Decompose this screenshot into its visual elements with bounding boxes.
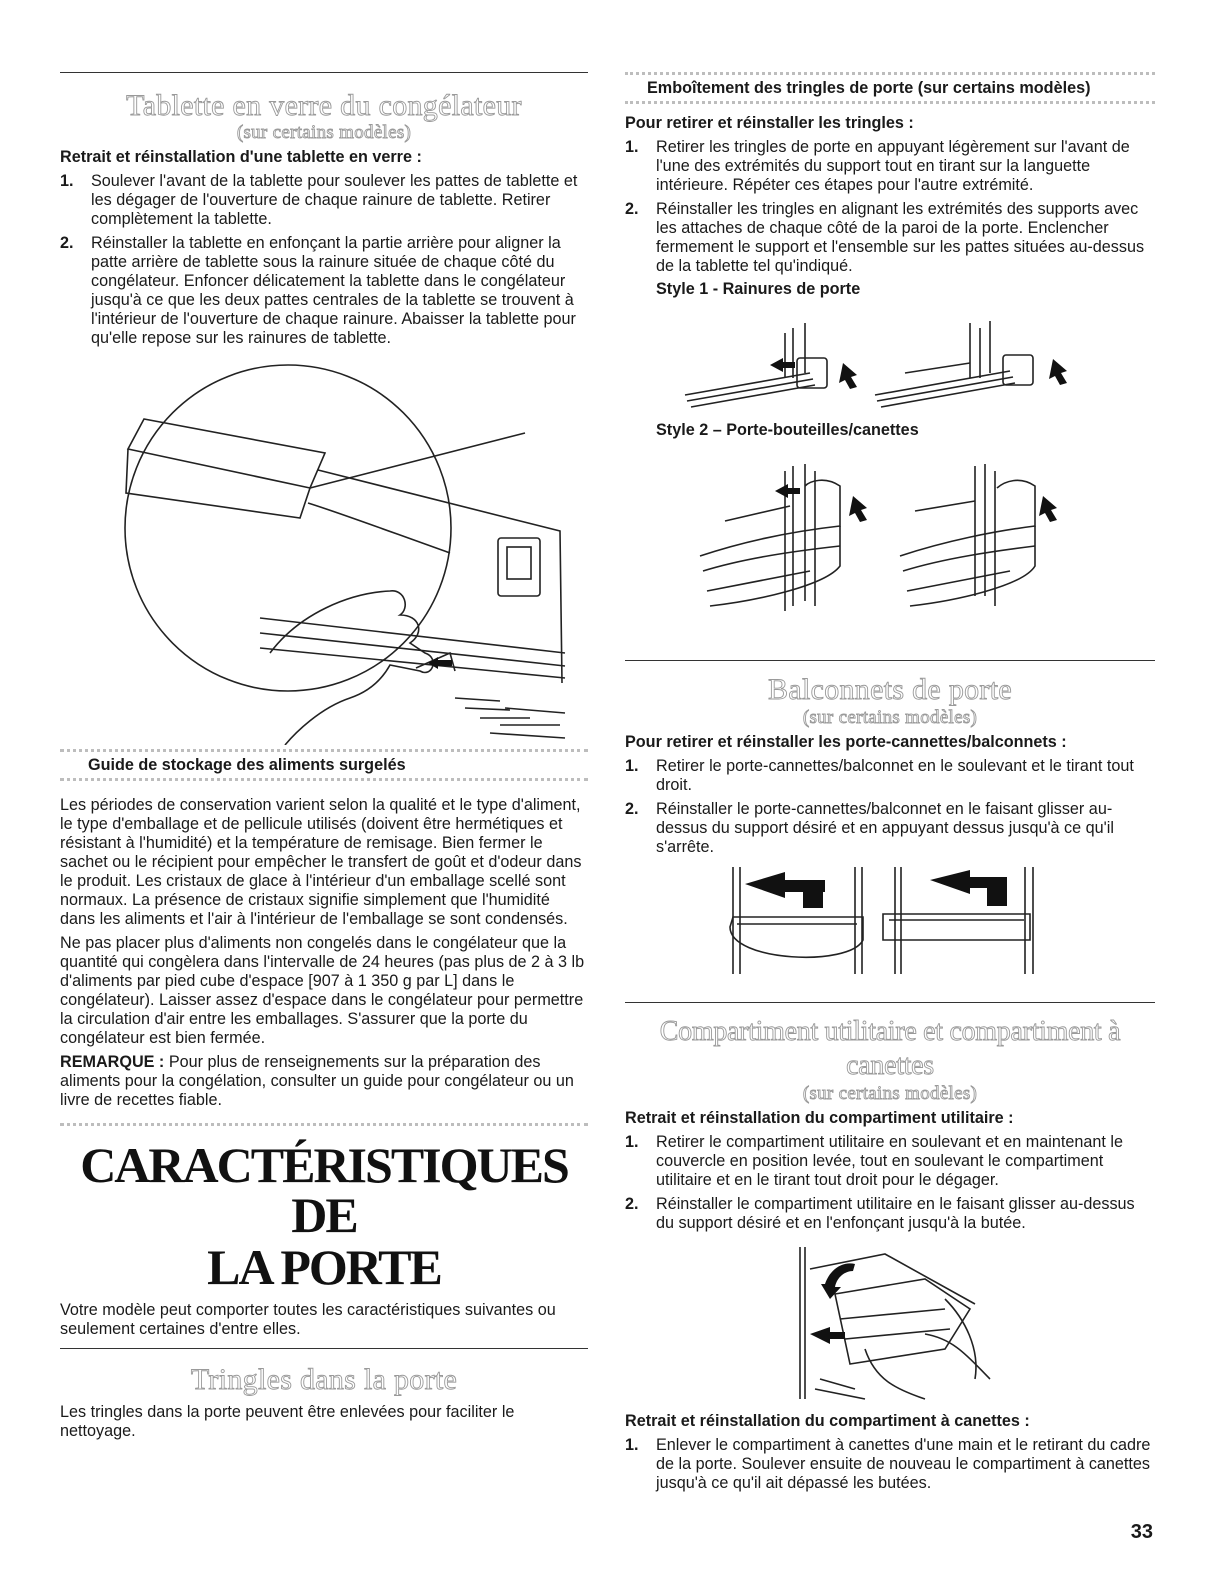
balcony-illustration bbox=[625, 862, 1155, 982]
balconies-title: Balconnets de porte bbox=[768, 673, 1012, 706]
storage-guide-paragraph-2: Ne pas placer plus d'aliments non congelés dans le congélateur que la quantité qui congèlera dans l'intervalle de 24 heures (pas plus de 2 à 3 lb d'aliments par pied cube d'espace [907 à 1 350 g par L] dans le congélateur). Laisser assez d'espace dans le congélateur pour permettre la circulation d'air entre les emballages. S'assurer que la porte du congélateur est bien fermée. bbox=[60, 934, 585, 1047]
utility-steps bbox=[625, 1133, 1155, 1233]
door-features-title-line1: CARACTÉRISTIQUES DE bbox=[80, 1137, 568, 1243]
can-compartment-title: Retrait et réinstallation du compartiment à canettes : bbox=[625, 1412, 1030, 1430]
list-item: 1. Enlever le compartiment à canettes d'une main et le retirant du cadre de la porte. Soulever ensuite de nouveau le compartiment à canettes jusqu'à ce qu'il ait dépassé les butées. bbox=[625, 1436, 1151, 1492]
rail-fitting-band bbox=[625, 72, 1155, 104]
page-number: 33 bbox=[1130, 1521, 1153, 1543]
list-item: 1. Retirer le compartiment utilitaire en soulevant et en maintenant le couvercle en position levée, tout en soulevant le compartiment utilitaire et en le tirant tout droit pour le dégager. bbox=[625, 1133, 1123, 1189]
utility-subtitle: (sur certains modèles) bbox=[802, 1083, 978, 1104]
utility-title: Compartiment utilitaire et compartiment à canettes bbox=[659, 1016, 1121, 1081]
list-item: 1. Retirer les tringles de porte en appuyant légèrement sur l'avant de l'une des extrémités du support tout en tirant sur la languette intérieure. Répéter ces étapes pour l'autre extrémité. bbox=[625, 138, 1130, 194]
section-rule bbox=[625, 660, 1155, 661]
shelf-procedure-title: Retrait et réinstallation d'une tablette en verre : bbox=[60, 148, 422, 166]
rail-fitting-title: Emboîtement des tringles de porte (sur certains modèles) bbox=[647, 79, 1091, 97]
section-rule bbox=[60, 1348, 588, 1349]
note-label: REMARQUE : bbox=[60, 1053, 165, 1071]
list-item: 1. Soulever l'avant de la tablette pour soulever les pattes de tablette et les dégager de l'ouverture de chaque rainure de tablette. Retirer complètement la tablette. bbox=[60, 172, 578, 228]
section-rule bbox=[625, 1002, 1155, 1003]
rail-procedure-title: Pour retirer et réinstaller les tringles : bbox=[625, 114, 914, 132]
style2-label: Style 2 – Porte-bouteilles/canettes bbox=[656, 421, 919, 439]
door-rails-text: Les tringles dans la porte peuvent être enlevées pour faciliter le nettoyage. bbox=[60, 1403, 515, 1440]
balconies-procedure-title: Pour retirer et réinstaller les porte-cannettes/balconnets : bbox=[625, 733, 1067, 751]
storage-guide-title: Guide de stockage des aliments surgelés bbox=[88, 756, 406, 774]
left-column bbox=[60, 62, 588, 1441]
style1-rail-illustration bbox=[625, 303, 1155, 413]
storage-guide-band bbox=[60, 749, 588, 781]
section-rule bbox=[60, 72, 588, 73]
utility-compartment-illustration bbox=[625, 1239, 1155, 1401]
list-item: 1. Retirer le porte-cannettes/balconnet en le soulevant et le tirant tout droit. bbox=[625, 757, 1134, 794]
dotted-divider bbox=[60, 1123, 588, 1126]
style2-rail-illustration bbox=[625, 446, 1155, 636]
door-features-title-line2: LA PORTE bbox=[207, 1239, 441, 1295]
right-column bbox=[625, 62, 1155, 1498]
list-item: 2. Réinstaller le compartiment utilitaire en le faisant glisser au-dessus du support désiré et en l'enfonçant jusqu'à la butée. bbox=[625, 1195, 1135, 1232]
door-features-intro: Votre modèle peut comporter toutes les caractéristiques suivantes ou seulement certaines d'entre elles. bbox=[60, 1301, 556, 1338]
balconies-subtitle: (sur certains modèles) bbox=[802, 707, 978, 728]
shelf-steps bbox=[60, 172, 588, 348]
shelf-removal-illustration bbox=[60, 353, 588, 745]
balconies-steps bbox=[625, 757, 1155, 857]
door-rails-title: Tringles dans la porte bbox=[190, 1363, 458, 1396]
style1-label: Style 1 - Rainures de porte bbox=[656, 280, 861, 298]
list-item: 2. Réinstaller la tablette en enfonçant la partie arrière pour aligner la patte arrière de tablette sous la rainure située de chaque côté du congélateur. Enfoncer délicatement la tablette dans le congélateur jusqu'à ce que les deux pattes centrales de la tablette se trouvent à l'intérieur de l'ouverture de chaque rainure. Abaisser la tablette pour qu'elle repose sur les rainures de tablette. bbox=[60, 234, 576, 347]
list-item: 2. Réinstaller le porte-cannettes/balconnet en le faisant glisser au-dessus du support désiré et en appuyant dessus jusqu'à ce qu'il s'arrête. bbox=[625, 800, 1114, 856]
rail-steps bbox=[625, 138, 1155, 276]
list-item: 2. Réinstaller les tringles en alignant les extrémités des supports avec les attaches de chaque côté de la paroi de la porte. Enclencher fermement le support et l'ensemble sur les pattes situées au-dessus de la tablette tel qu'indiqué. bbox=[625, 200, 1145, 275]
storage-guide-note bbox=[60, 1053, 588, 1110]
utility-procedure-title: Retrait et réinstallation du compartiment utilitaire : bbox=[625, 1109, 1014, 1127]
can-compartment-steps bbox=[625, 1436, 1155, 1493]
storage-guide-paragraph-1: Les périodes de conservation varient selon la qualité et le type d'aliment, le type d'emballage et de pellicule utilisés (doivent être hermétiques et résistant à l'humidité) et la température de remisage. Bien fermer le sachet ou le récipient pour empêcher le transfert de goût et d'odeur dans le produit. Les cristaux de glace à l'intérieur d'un emballage scellé sont normaux. La présence de cristaux signifie simplement que l'humidité dans les aliments et l'air à l'intérieur de l'emballage se sont condensés. bbox=[60, 796, 582, 928]
shelf-section-subtitle: (sur certains modèles) bbox=[236, 122, 412, 143]
shelf-section-title: Tablette en verre du congélateur bbox=[126, 89, 522, 122]
note-text: Pour plus de renseignements sur la préparation des aliments pour la congélation, consulter un guide pour congélateur ou un livre de recettes fiable. bbox=[60, 1053, 574, 1109]
